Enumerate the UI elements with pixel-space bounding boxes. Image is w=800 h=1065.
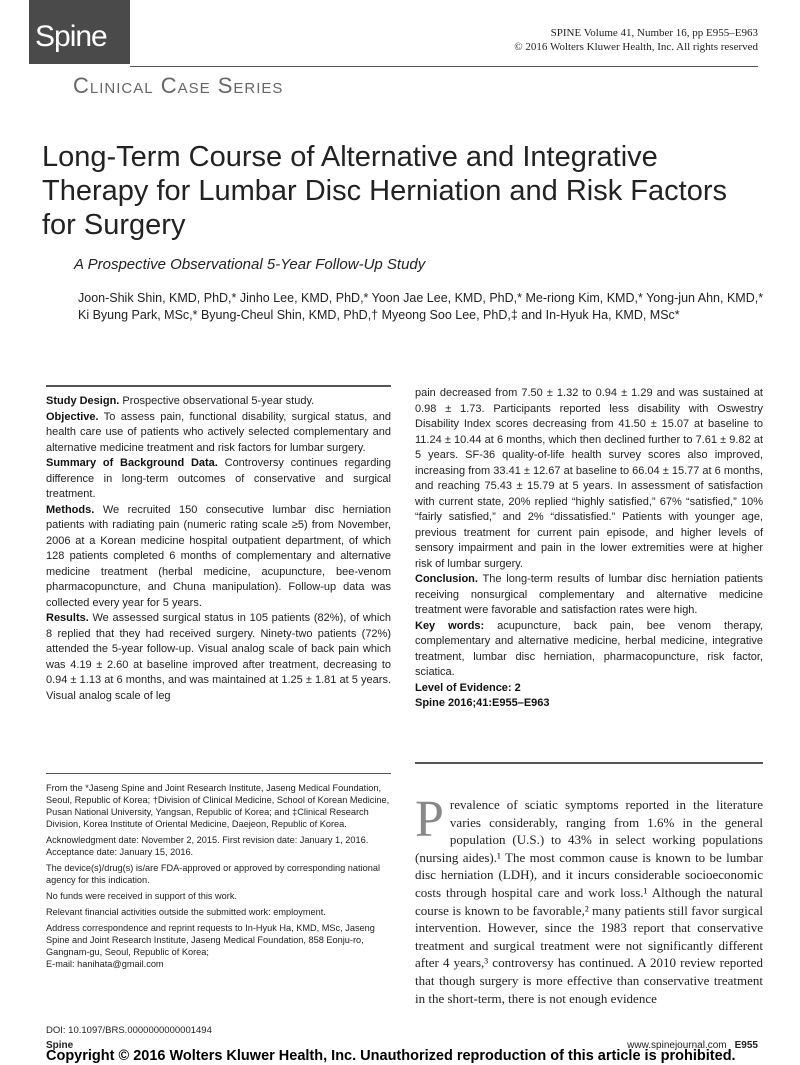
article-subtitle: A Prospective Observational 5-Year Follow-Up Study	[74, 256, 426, 273]
abstract-right-column	[415, 386, 763, 712]
results-text-right: pain decreased from 7.50 ± 1.32 to 0.94 ± 1.29 and was sustained at 0.98 ± 1.73. Participants reported less disability with Oswestry Disability Index scores decreasing from 41.50 ± 15.07 at baseline to 11.24 ± 10.44 at 6 months, which then declined further to 7.61 ± 9.82 at 5 years. SF-36 quality-of-life health survey scores also improved, increasing from 33.41 ± 12.67 at baseline to 66.04 ± 15.77 at 6 months, and reaching 75.43 ± 15.79 at 5 years. In assessment of satisfaction with current state, 20% replied “highly satisfied,” 67% “satisfied,” 10% “fairly satisfied,” and 2% “dissatisfied.” Patients with younger age, previous treatment for current pain episode, and higher levels of sensory impairment and pain in the lower extremities were at higher risk of lumbar surgery.	[415, 387, 763, 570]
footnote-rule	[46, 773, 391, 774]
journal-info	[514, 26, 758, 54]
abstract-rule-left	[46, 385, 391, 387]
results-text-left: We assessed surgical status in 105 patients (82%), of which 8 replied that they had received surgery. Ninety-two patients (72%) attended the 5-year follow-up. Visual analog scale of back pain which was 4.19 ± 2.60 at baseline improved after treatment, decreasing to 0.94 ± 1.13 at 6 months, and was maintained at 1.25 ± 1.81 at 5 years. Visual analog scale of leg	[46, 612, 391, 702]
keywords-text: acupuncture, back pain, bee venom therapy, complementary and alternative medicine, herbal medicine, integrative treatment, lumbar disc herniation, pharmacopuncture, risk factor, sciatica.	[415, 619, 763, 678]
journal-volume: SPINE Volume 41, Number 16, pp E955–E963	[550, 27, 758, 39]
methods-text: We recruited 150 consecutive lumbar disc herniation patients with radiating pain (numeric rating scale ≥5) from November, 2006 at a Korean medicine hospital outpatient department, of which 128 patients completed 6 months of complementary and alternative medicine treatment (herbal medicine, acupuncture, bee-venom pharmacopuncture, and Chuna manipulation). Follow-up data was collected every year for 5 years.	[46, 503, 391, 609]
background-label: Summary of Background Data.	[46, 457, 218, 469]
footnote-financial: Relevant financial activities outside the submitted work: employment.	[46, 907, 326, 917]
footnote-email: E-mail: hanihata@gmail.com	[46, 959, 164, 969]
methods-label: Methods.	[46, 503, 95, 516]
background-text: Controversy continues regarding difference in long-term outcomes of conservative and surgical treatment.	[46, 457, 391, 500]
footnote-device: The device(s)/drug(s) is/are FDA-approved or approved by corresponding national agency for this indication.	[46, 863, 380, 885]
footer-url[interactable]: www.spinejournal.com	[627, 1040, 727, 1051]
doi: DOI: 10.1097/BRS.0000000000001494	[46, 1025, 212, 1036]
footnote-dates: Acknowledgment date: November 2, 2015. First revision date: January 1, 2016. Acceptance date: January 15, 2016.	[46, 835, 369, 857]
body-paragraph	[415, 791, 763, 1007]
conclusion-label: Conclusion.	[415, 573, 478, 585]
footnote-address: Address correspondence and reprint requests to In-Hyuk Ha, KMD, MSc, Jaseng Spine and Joint Research Institute, Jaseng Medical Foundation, 858 Eonju-ro, Gangnam-gu, Seoul, Republic of Korea;	[46, 923, 375, 957]
results-label: Results.	[46, 612, 89, 624]
journal-logo	[29, 0, 130, 64]
logo-text: Spine	[35, 20, 107, 53]
footer-journal: Spine	[46, 1040, 74, 1051]
evidence-label: Level of Evidence:	[415, 681, 512, 694]
drop-cap: P	[415, 791, 444, 848]
evidence-value: 2	[514, 681, 521, 694]
abstract-left-column	[46, 394, 391, 704]
footnote-funds: No funds were received in support of this work.	[46, 891, 237, 901]
citation: Spine 2016;41:E955–E963	[415, 697, 550, 709]
keywords-label: Key words:	[415, 619, 485, 632]
page-number: E955	[734, 1040, 758, 1051]
copyright-notice: Copyright © 2016 Wolters Kluwer Health, Inc. Unauthorized reproduction of this article is prohibited.	[46, 1048, 736, 1064]
abstract-rule-right	[415, 762, 763, 764]
series-label: Clinical Case Series	[73, 73, 284, 98]
author-list: Joon-Shik Shin, KMD, PhD,* Jinho Lee, KMD, PhD,* Yoon Jae Lee, KMD, PhD,* Me-riong Kim, KMD,* Yong-jun Ahn, KMD,* Ki Byung Park, MSc,* Byung-Cheul Shin, KMD, PhD,† Myeong Soo Lee, PhD,‡ and In-Hyuk Ha, KMD, MSc*	[78, 291, 764, 322]
objective-text: To assess pain, functional disability, surgical status, and health care use of patients who actively selected complementary and alternative medicine treatment and risk factors for lumbar surgery.	[46, 410, 392, 454]
objective-label: Objective.	[46, 410, 99, 423]
body-text: revalence of sciatic symptoms reported in the literature varies considerably, ranging from 1.6% in the general population (U.S.) to 43% in select working populations (nursing aides).¹ The most common cause is known to be lumbar disc herniation (LDH), and it incurs considerable socioeconomic costs through hospital care and work loss.¹ Although the natural course is known to be favorable,² many patients still favor surgical intervention. However, since the 1983 report that conservative treatment and surgical treatment were not significantly different after 4 years,³ controversy has continued. A 2010 review reported that though surgery is more effective than conservative treatment in the short-term, there is not enough evidence	[415, 797, 763, 1006]
footnotes	[46, 782, 391, 974]
conclusion-text: The long-term results of lumbar disc herniation patients receiving nonsurgical complementary and alternative medicine treatment were favorable and satisfaction rates were high.	[415, 573, 764, 616]
footnote-affiliations: From the *Jaseng Spine and Joint Research Institute, Jaseng Medical Foundation, Seoul, Republic of Korea; †Division of Clinical Medicine, School of Korean Medicine, Pusan National University, Yangsan, Republic of Korea; and ‡Clinical Research Division, Korea Institute of Oriental Medicine, Daejeon, Republic of Korea.	[46, 783, 390, 829]
study-design-label: Study Design.	[46, 395, 120, 407]
study-design-text: Prospective observational 5-year study.	[122, 395, 315, 407]
header-divider	[130, 66, 758, 67]
journal-rights: © 2016 Wolters Kluwer Health, Inc. All rights reserved	[514, 41, 758, 53]
article-title: Long-Term Course of Alternative and Integrative Therapy for Lumbar Disc Herniation and Risk Factors for Surgery	[42, 141, 727, 241]
